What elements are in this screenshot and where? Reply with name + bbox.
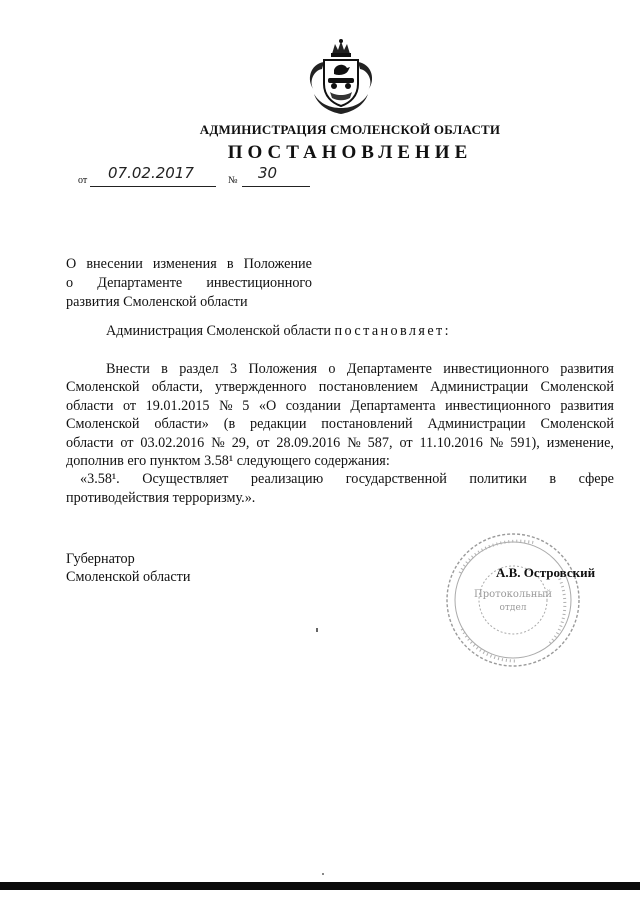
subject-word: изменения [152, 256, 217, 272]
scan-speck [322, 873, 324, 875]
body-word: развития [560, 361, 614, 377]
signatory-position [66, 550, 190, 587]
body-word: Смоленской [540, 416, 614, 433]
body-word: Департамента [350, 397, 436, 414]
body-line-8: противодействия терроризму.». [66, 489, 256, 506]
subject-word: о [66, 275, 74, 291]
body-word: области [66, 434, 114, 451]
body-word: инвестиционного [445, 397, 551, 414]
subject-line-1 [66, 255, 312, 274]
body-line-7 [66, 470, 614, 488]
stamp-text-line-1: Протокольный [473, 589, 553, 600]
body-word: «О [258, 397, 277, 414]
subject-word: внесении [86, 256, 143, 272]
body-word: развития [560, 397, 614, 414]
body-word: реализацию [250, 471, 324, 488]
body-word: области» [154, 416, 209, 433]
scan-speck [316, 628, 318, 632]
body-word: «3.58¹. [80, 471, 120, 488]
position-line-1: Губернатор [66, 551, 135, 567]
body-line-6: дополнив его пунктом 3.58¹ следующего содержания: [66, 453, 390, 470]
handwritten-number: 30 [258, 164, 278, 182]
body-word: Администрации [430, 379, 529, 396]
body-word: 587, [367, 434, 393, 451]
body-word: Администрации [427, 416, 526, 433]
body-word: от [256, 434, 270, 451]
subject-line-3: развития Смоленской области [66, 294, 248, 310]
position-line-2: Смоленской области [66, 569, 191, 586]
date-label: от [78, 175, 88, 186]
body-word: № [489, 434, 504, 451]
smolensk-coat-of-arms-icon [300, 38, 382, 118]
body-word: 29, [231, 434, 250, 451]
body-word: инвестиционного [443, 361, 549, 377]
body-word: редакции [250, 416, 307, 433]
body-word: постановлений [321, 416, 413, 433]
body-word: от [120, 434, 134, 451]
body-word: раздел [179, 361, 219, 377]
subject-word: О [66, 256, 77, 272]
body-word: Внести [106, 361, 150, 377]
body-word: в [549, 471, 557, 488]
body-word: от [399, 434, 413, 451]
resolution-body [66, 360, 614, 507]
body-word: Департаменте [346, 361, 432, 377]
intro-verb: постановляет: [334, 323, 451, 339]
body-word: создании [285, 397, 341, 414]
subject-line-2 [66, 274, 312, 293]
subject-word: в [226, 256, 234, 272]
body-line-3 [66, 397, 614, 415]
body-word: 5 [242, 397, 250, 414]
body-word: от [123, 397, 137, 414]
body-line-2 [66, 378, 614, 396]
date-underline [90, 186, 216, 187]
body-word: 11.10.2016 [419, 434, 483, 451]
body-word: (в [223, 416, 236, 433]
body-line-1 [66, 360, 614, 378]
body-word: № [347, 434, 361, 451]
body-word: сфере [578, 471, 614, 488]
subject-word: инвестиционного [206, 275, 312, 291]
scan-border-bar [0, 882, 640, 890]
organization-name: АДМИНИСТРАЦИЯ СМОЛЕНСКОЙ ОБЛАСТИ [199, 122, 501, 137]
body-word: 591), [510, 434, 540, 451]
subject-word: Положение [243, 256, 312, 272]
body-word: в [161, 361, 168, 377]
body-word: Смоленской [66, 379, 140, 396]
resolution-intro [106, 323, 451, 340]
body-word: постановлением [318, 379, 418, 396]
body-word: государственной [345, 471, 447, 488]
body-word: 03.02.2016 [140, 434, 205, 451]
body-word: № [219, 397, 233, 414]
body-word: 3 [229, 361, 238, 377]
body-word: № [211, 434, 225, 451]
body-word: Положения [248, 361, 318, 377]
body-word: области, [151, 379, 203, 396]
body-word: о [328, 361, 336, 377]
handwritten-date: 07.02.2017 [108, 164, 194, 182]
document-title: ПОСТАНОВЛЕНИЕ [227, 142, 473, 163]
subject-word: Департаменте [97, 275, 183, 291]
number-label: № [228, 175, 238, 186]
body-word: Смоленской [540, 379, 614, 396]
body-word: Смоленской [66, 416, 140, 433]
signatory-name: А.В. Островский [496, 565, 596, 580]
official-stamp-icon [438, 525, 588, 675]
body-word: изменение, [546, 434, 614, 451]
stamp-text-line-2: отдел [499, 603, 527, 613]
document-subject [66, 255, 312, 312]
body-line-4 [66, 415, 614, 433]
body-word: 28.09.2016 [276, 434, 341, 451]
body-word: 19.01.2015 [145, 397, 210, 414]
number-underline [242, 186, 310, 187]
body-word: утвержденного [215, 379, 307, 396]
body-word: области [66, 397, 114, 414]
intro-text: Администрация Смоленской области [106, 323, 331, 339]
body-line-5 [66, 434, 614, 452]
body-word: политики [469, 471, 527, 488]
body-word: Осуществляет [142, 471, 229, 488]
